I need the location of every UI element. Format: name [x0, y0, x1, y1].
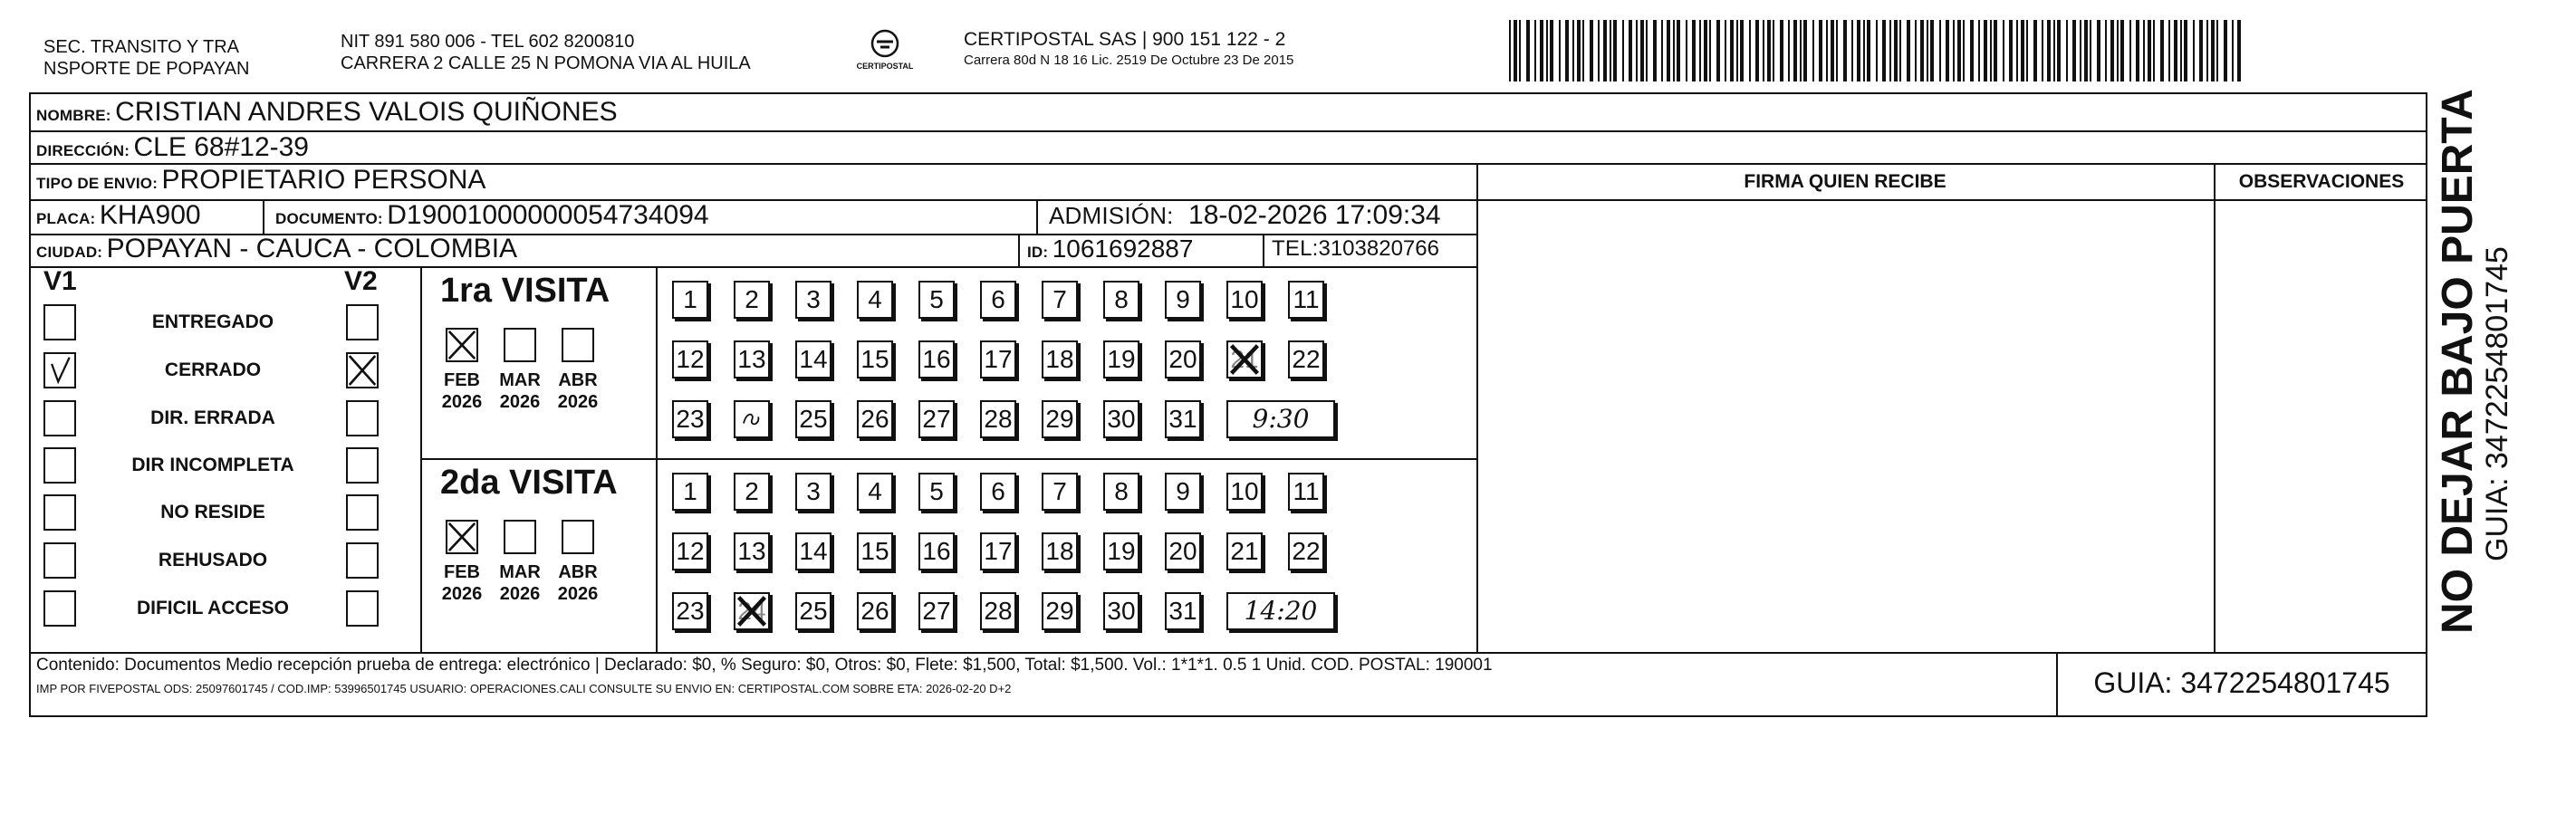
month-checkbox[interactable]: [446, 520, 478, 554]
sender-line1: SEC. TRANSITO Y TRA: [43, 37, 239, 57]
month-label: FEB 2026: [441, 370, 483, 412]
day-box[interactable]: 23: [672, 400, 708, 438]
month-label: FEB 2026: [441, 562, 483, 604]
tel-label: TEL:: [1272, 236, 1319, 261]
status-label: DIR INCOMPLETA: [131, 455, 294, 475]
v2-checkbox[interactable]: [346, 542, 379, 579]
month-label: MAR 2026: [499, 562, 541, 604]
day-box[interactable]: 7: [1042, 281, 1078, 319]
row-direccion: [31, 132, 2426, 165]
month-checkbox[interactable]: [504, 520, 536, 554]
day-box[interactable]: 2: [734, 281, 770, 319]
status-label: DIFICIL ACCESO: [136, 598, 289, 618]
nit-line1: NIT 891 580 006 - TEL 602 8200810: [341, 32, 635, 52]
ciudad-value: POPAYAN - CAUCA - COLOMBIA: [106, 234, 518, 263]
v2-checkbox[interactable]: [346, 304, 379, 340]
certipostal-logo: [844, 25, 926, 80]
visit-title: 2da VISITA: [440, 464, 618, 502]
day-box[interactable]: 11: [1288, 473, 1324, 511]
day-box[interactable]: 28: [980, 400, 1016, 438]
day-box[interactable]: 26: [857, 400, 893, 438]
day-box[interactable]: 1: [672, 281, 708, 319]
day-box[interactable]: 10: [1226, 473, 1263, 511]
tipo-label: TIPO DE ENVIO:: [36, 175, 159, 192]
company-block: [964, 29, 1293, 71]
day-box[interactable]: 21: [1226, 340, 1263, 378]
documento-value: D19001000000054734094: [387, 200, 709, 230]
nit-block: [341, 31, 751, 74]
day-box[interactable]: 15: [857, 340, 893, 378]
day-box[interactable]: 17: [980, 532, 1016, 570]
day-box[interactable]: 19: [1103, 340, 1139, 378]
day-box[interactable]: 31: [1165, 400, 1201, 438]
day-box[interactable]: 15: [857, 532, 893, 570]
time-box[interactable]: 14:20: [1226, 592, 1335, 630]
day-box[interactable]: 29: [1042, 400, 1078, 438]
nombre-value: CRISTIAN ANDRES VALOIS QUIÑONES: [115, 97, 618, 127]
id-value: 1061692887: [1052, 235, 1194, 263]
day-box[interactable]: 14: [795, 532, 831, 570]
documento-label: DOCUMENTO:: [275, 210, 383, 227]
v1-checkbox[interactable]: [43, 494, 76, 531]
day-box[interactable]: 8: [1103, 281, 1139, 319]
day-box[interactable]: 25: [795, 400, 831, 438]
day-box[interactable]: 3: [795, 281, 831, 319]
day-box[interactable]: 18: [1042, 532, 1078, 570]
day-box[interactable]: 9: [1165, 281, 1201, 319]
v1-header: V1: [43, 266, 77, 296]
company-line1: CERTIPOSTAL SAS | 900 151 122 - 2: [964, 29, 1286, 50]
day-box[interactable]: 21: [1226, 532, 1263, 570]
footer-guia: GUIA: 3472254801745: [2093, 666, 2390, 699]
sender-line2: NSPORTE DE POPAYAN: [43, 59, 250, 79]
day-box[interactable]: 5: [918, 473, 955, 511]
day-box[interactable]: [734, 400, 770, 438]
admision-value: 18-02-2026 17:09:34: [1188, 200, 1441, 230]
month-checkbox[interactable]: [562, 520, 594, 554]
sender-block: [43, 36, 249, 80]
day-box[interactable]: 30: [1103, 400, 1139, 438]
day-box[interactable]: 13: [734, 340, 770, 378]
day-box[interactable]: 29: [1042, 592, 1078, 630]
tipo-value: PROPIETARIO PERSONA: [161, 165, 486, 195]
month-checkbox[interactable]: [504, 328, 536, 362]
v1-checkbox[interactable]: [43, 352, 76, 388]
direccion-label: DIRECCIÓN:: [36, 142, 130, 159]
footer-line2: IMP POR FIVEPOSTAL ODS: 25097601745 / COD.IMP: 53996501745 USUARIO: OPERACIONES.CALI CONSULTE SU ENVIO EN: CERTIPOSTAL.COM SOBRE ETA: 2026-02-20 D+2: [36, 682, 1012, 695]
day-box[interactable]: 3: [795, 473, 831, 511]
day-box[interactable]: 12: [672, 532, 708, 570]
v2-checkbox[interactable]: [346, 494, 379, 531]
day-box[interactable]: 1: [672, 473, 708, 511]
month-label: MAR 2026: [499, 370, 541, 412]
firma-header: FIRMA QUIEN RECIBE: [1744, 171, 1946, 192]
day-box[interactable]: 31: [1165, 592, 1201, 630]
v1-checkbox[interactable]: [43, 590, 76, 627]
day-box[interactable]: 16: [918, 340, 955, 378]
day-box[interactable]: 23: [672, 592, 708, 630]
day-box[interactable]: 19: [1103, 532, 1139, 570]
logo-text: CERTIPOSTAL: [856, 62, 914, 71]
admision-label: ADMISIÓN:: [1049, 202, 1174, 229]
v2-checkbox[interactable]: [346, 590, 379, 627]
delivery-form: [29, 92, 2427, 717]
day-box[interactable]: 5: [918, 281, 955, 319]
status-label: REHUSADO: [158, 550, 268, 570]
day-box[interactable]: 20: [1165, 340, 1201, 378]
v2-checkbox[interactable]: [346, 352, 379, 388]
day-box[interactable]: 30: [1103, 592, 1139, 630]
logo-icon: [844, 25, 926, 80]
day-box[interactable]: 11: [1288, 281, 1324, 319]
day-box[interactable]: 2: [734, 473, 770, 511]
month-checkbox[interactable]: [446, 328, 478, 362]
v1-checkbox[interactable]: [43, 542, 76, 579]
signature-area[interactable]: [1480, 203, 2210, 648]
company-line2: Carrera 80d N 18 16 Lic. 2519 De Octubre 23 De 2015: [964, 53, 1294, 68]
day-box[interactable]: 14: [795, 340, 831, 378]
placa-value: KHA900: [99, 200, 201, 230]
visit-1-block: [422, 268, 1475, 458]
day-box[interactable]: 28: [980, 592, 1016, 630]
v1-checkbox[interactable]: [43, 447, 76, 484]
placa-label: PLACA:: [36, 210, 96, 227]
status-label: CERRADO: [164, 359, 262, 380]
day-box[interactable]: 20: [1165, 532, 1201, 570]
day-box[interactable]: 7: [1042, 473, 1078, 511]
day-box[interactable]: 9: [1165, 473, 1201, 511]
ciudad-label: CIUDAD:: [36, 244, 103, 261]
day-box[interactable]: 10: [1226, 281, 1263, 319]
day-box[interactable]: 22: [1288, 532, 1324, 570]
day-box[interactable]: 4: [857, 473, 893, 511]
visit-title: 1ra VISITA: [440, 272, 610, 310]
status-label: DIR. ERRADA: [150, 407, 275, 428]
day-box[interactable]: 13: [734, 532, 770, 570]
v2-header: V2: [344, 266, 378, 296]
month-checkbox[interactable]: [562, 328, 594, 362]
observations-area[interactable]: [2217, 203, 2426, 648]
id-label: ID:: [1027, 244, 1049, 261]
day-box[interactable]: 6: [980, 281, 1016, 319]
v1-checkbox[interactable]: [43, 304, 76, 340]
day-box[interactable]: 8: [1103, 473, 1139, 511]
v2-checkbox[interactable]: [346, 400, 379, 436]
tel-value: 3103820766: [1318, 236, 1439, 261]
status-label: NO RESIDE: [160, 502, 265, 522]
day-box[interactable]: 27: [918, 592, 955, 630]
month-label: ABR 2026: [557, 562, 599, 604]
day-box[interactable]: 4: [857, 281, 893, 319]
side-guia: GUIA: 3472254801745: [2480, 246, 2514, 561]
observaciones-header: OBSERVACIONES: [2238, 171, 2405, 192]
v2-checkbox[interactable]: [346, 447, 379, 484]
day-box[interactable]: 25: [795, 592, 831, 630]
day-box[interactable]: 18: [1042, 340, 1078, 378]
nit-line2: CARRERA 2 CALLE 25 N POMONA VIA AL HUILA: [341, 53, 751, 73]
day-box[interactable]: 22: [1288, 340, 1324, 378]
day-box[interactable]: 16: [918, 532, 955, 570]
side-warning: NO DEJAR BAJO PUERTA: [2434, 89, 2482, 634]
nombre-label: NOMBRE:: [36, 107, 111, 124]
day-box[interactable]: 27: [918, 400, 955, 438]
row-nombre: [31, 94, 2426, 132]
footer-line1: Contenido: Documentos Medio recepción prueba de entrega: electrónico | Declarado: $0, % Seguro: $0, Otros: $0, Flete: $1,500, Total: $1,500. Vol.: 1*1*1. 0.5 1 Unid. COD. POSTAL: 190001: [36, 656, 1493, 675]
day-box[interactable]: 17: [980, 340, 1016, 378]
status-block: [31, 266, 420, 652]
day-box[interactable]: 26: [857, 592, 893, 630]
month-label: ABR 2026: [557, 370, 599, 412]
day-box[interactable]: 24: [734, 592, 770, 630]
v1-checkbox[interactable]: [43, 400, 76, 436]
direccion-value: CLE 68#12-39: [133, 132, 309, 162]
day-box[interactable]: 12: [672, 340, 708, 378]
day-box[interactable]: 6: [980, 473, 1016, 511]
status-label: ENTREGADO: [151, 311, 274, 332]
visit-2-block: [422, 460, 1475, 650]
time-box[interactable]: 9:30: [1226, 400, 1335, 438]
barcode: [1509, 20, 2243, 81]
